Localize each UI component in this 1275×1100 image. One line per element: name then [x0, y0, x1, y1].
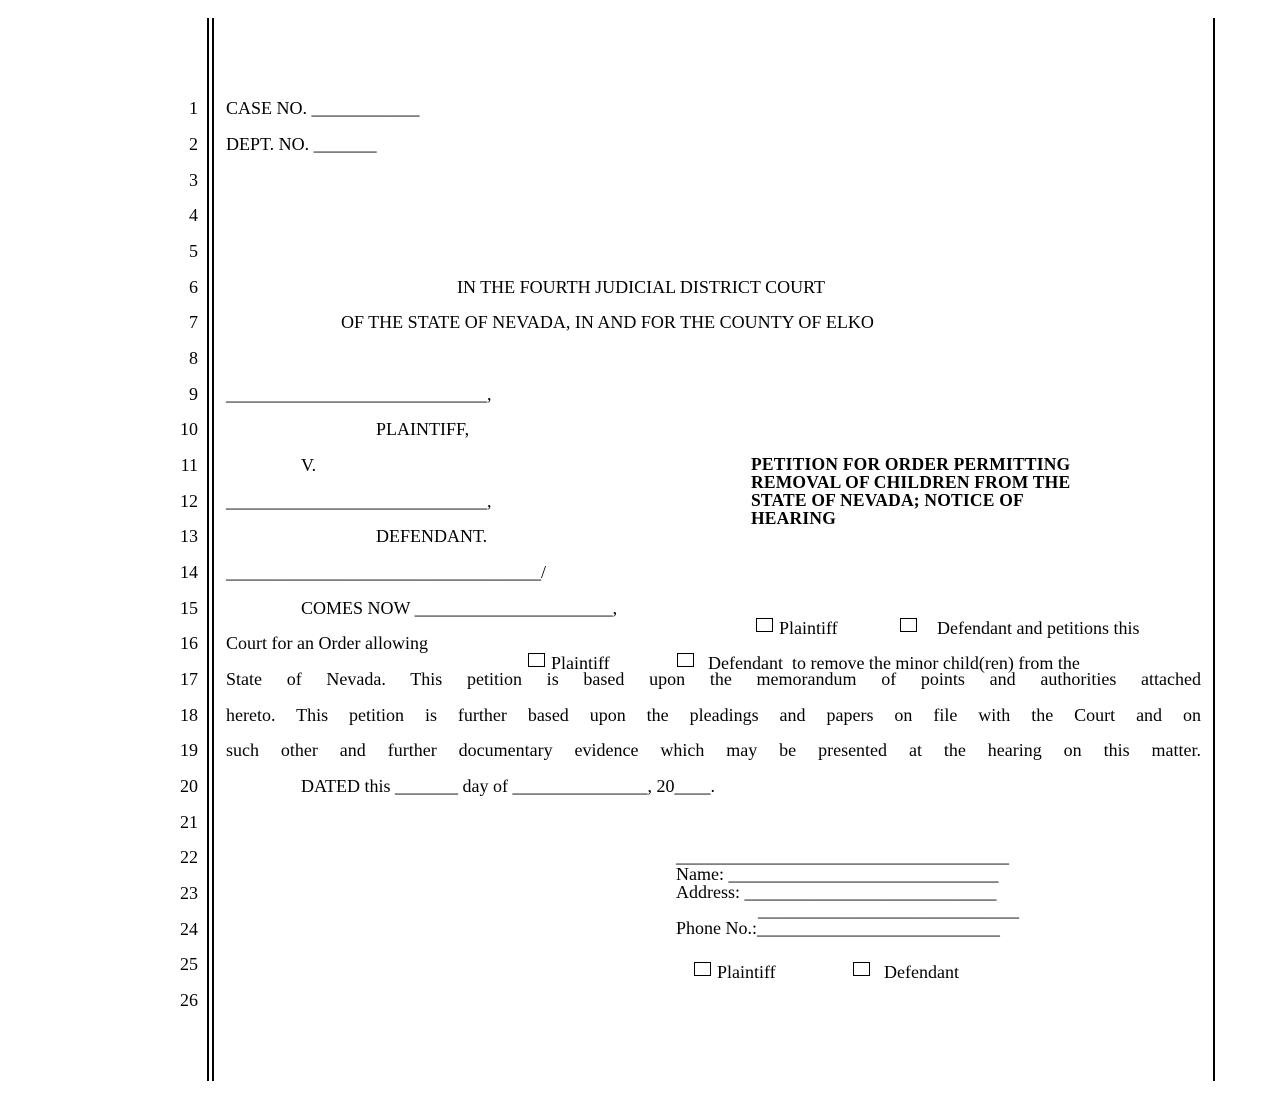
checkbox[interactable]	[756, 618, 773, 632]
sig-defendant-option[interactable]	[835, 944, 959, 999]
l16-start: Court for an Order allowing	[226, 633, 428, 653]
line-number: 15	[180, 598, 198, 618]
defendant-name-field[interactable]: _____________________________,	[226, 491, 492, 511]
line-number: 24	[180, 919, 198, 939]
line-number: 26	[180, 990, 198, 1010]
line-number: 14	[180, 562, 198, 582]
sig-plaintiff-option[interactable]	[676, 944, 776, 999]
option-label: Plaintiff	[717, 962, 776, 982]
checkbox[interactable]	[528, 653, 545, 667]
option-label: Defendant	[884, 962, 959, 982]
body-line-17: State of Nevada. This petition is based upon the memorandum of points and authorities attached	[226, 669, 1201, 689]
court-title-line1: IN THE FOURTH JUDICIAL DISTRICT COURT	[457, 277, 826, 297]
line-number: 10	[180, 419, 198, 439]
line-number: 11	[180, 455, 198, 475]
left-margin-rule-outer	[207, 18, 209, 1081]
line-number: 7	[189, 312, 198, 332]
line-number: 5	[189, 241, 198, 261]
right-margin-rule	[1213, 18, 1215, 1081]
line-number: 19	[180, 740, 198, 760]
checkbox[interactable]	[677, 653, 694, 667]
line-number: 13	[180, 526, 198, 546]
checkbox[interactable]	[900, 618, 917, 632]
line-number: 3	[189, 170, 198, 190]
body-line-18: hereto. This petition is further based upon the pleadings and papers on file with the Court and on	[226, 705, 1201, 725]
petition-title	[751, 455, 1211, 527]
line-number: 8	[189, 348, 198, 368]
dept-number-field[interactable]: DEPT. NO. _______	[226, 134, 377, 154]
case-number-field[interactable]: CASE NO. ____________	[226, 98, 420, 118]
line-number: 2	[189, 134, 198, 154]
checkbox[interactable]	[853, 962, 870, 976]
comes-now-field[interactable]: COMES NOW ______________________,	[301, 598, 618, 618]
line-number: 16	[180, 633, 198, 653]
line-number: 6	[189, 277, 198, 297]
line-number: 9	[189, 384, 198, 404]
plaintiff-label: PLAINTIFF,	[376, 419, 470, 439]
line-number: 12	[180, 491, 198, 511]
line-number: 21	[180, 812, 198, 832]
phone-field[interactable]: Phone No.:___________________________	[676, 918, 1000, 938]
dated-line[interactable]: DATED this _______ day of _______________, 20____.	[301, 776, 715, 796]
versus-label: V.	[301, 455, 317, 475]
line-number: 1	[189, 98, 198, 118]
petition-title-line1: PETITION FOR ORDER PERMITTING	[751, 454, 1071, 474]
line-number: 17	[180, 669, 198, 689]
option-label: Defendant and petitions this	[937, 618, 1140, 638]
line-number: 20	[180, 776, 198, 796]
line-number: 22	[180, 847, 198, 867]
body-line-19: such other and further documentary evidence which may be presented at the hearing on this matter.	[226, 740, 1201, 760]
option-label: Plaintiff	[779, 618, 838, 638]
address-field-line2[interactable]: _____________________________	[740, 900, 1019, 920]
line-number: 23	[180, 883, 198, 903]
line-number: 4	[189, 205, 198, 225]
left-margin-rule-inner	[212, 18, 214, 1081]
caption-closing-line: ___________________________________/	[226, 562, 547, 582]
petition-title-line2: REMOVAL OF CHILDREN FROM THE	[751, 472, 1071, 492]
plaintiff-name-field[interactable]: _____________________________,	[226, 384, 492, 404]
petition-title-line3: STATE OF NEVADA; NOTICE OF	[751, 490, 1024, 510]
address-field[interactable]: Address: ____________________________	[676, 882, 997, 902]
line-number: 25	[180, 954, 198, 974]
signature-line[interactable]: _____________________________________	[676, 846, 1009, 866]
court-title-line2: OF THE STATE OF NEVADA, IN AND FOR THE COUNTY OF ELKO	[341, 312, 874, 332]
option-label: Plaintiff	[551, 653, 610, 673]
line-number: 18	[180, 705, 198, 725]
checkbox[interactable]	[694, 962, 711, 976]
petition-title-line4: HEARING	[751, 508, 837, 528]
option-label: Defendant to remove the minor child(ren) from the	[708, 653, 1080, 673]
defendant-label: DEFENDANT.	[376, 526, 488, 546]
name-field[interactable]: Name: ______________________________	[676, 864, 999, 884]
